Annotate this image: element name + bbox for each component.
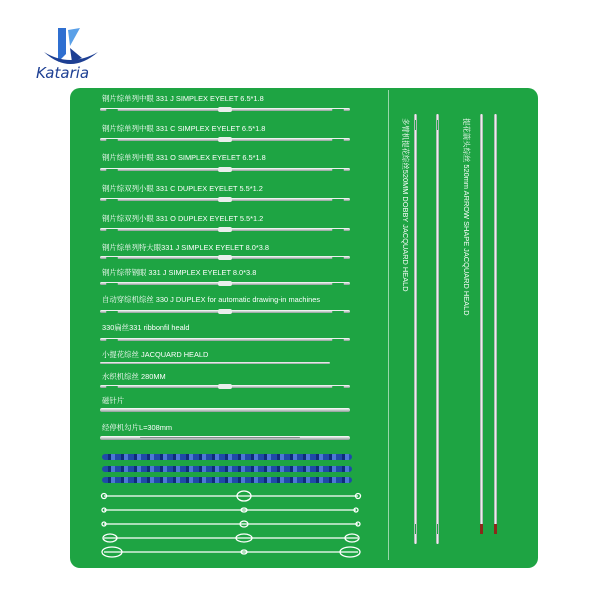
heald-needle — [100, 310, 350, 313]
heald-needle — [100, 256, 350, 259]
jacquard-heald — [100, 362, 330, 364]
dobby-heald-label: 多臂机提花综丝520MM DOBBY JACQUARD HEALD — [401, 118, 410, 292]
heald-needle — [100, 138, 350, 141]
item-label-7: 钢片综带钢眼 331 J SIMPLEX EYELET 8.0*3.8 — [102, 268, 257, 277]
ribbonfil-heald — [100, 338, 350, 341]
arrow-heald-label: 提花箭头综丝 520mm ARROW SHAPE JACQUARD HEALD — [462, 118, 471, 316]
heald-needle — [100, 282, 350, 285]
drop-wire-strip — [100, 436, 350, 440]
arrow-heald-rod — [494, 114, 497, 534]
heald-needle — [100, 108, 350, 111]
heald-needle — [100, 168, 350, 171]
item-label-11: 水织机综丝 280MM — [102, 372, 166, 381]
blue-drop-wire — [102, 454, 352, 460]
item-label-9: 330扁丝331 ribbonfil heald — [102, 323, 190, 332]
item-label-4: 钢片综双列小眼 331 C DUPLEX EYELET 5.5*1.2 — [102, 184, 263, 193]
item-label-13: 经停机勾片L=308mm — [102, 423, 173, 432]
brand-name: Kataria — [36, 64, 90, 82]
item-label-6: 钢片综单列特大眼331 J SIMPLEX EYELET 8.0*3.8 — [102, 243, 270, 252]
magnetic-needle-strip — [100, 408, 350, 412]
item-label-12: 磁针片 — [102, 396, 125, 405]
item-label-2: 钢片综单列中眼 331 C SIMPLEX EYELET 6.5*1.8 — [102, 124, 266, 133]
dobby-heald-rod — [414, 114, 417, 544]
item-label-1: 钢片综单列中眼 331 J SIMPLEX EYELET 6.5*1.8 — [102, 94, 264, 103]
water-jet-heald — [100, 385, 350, 388]
heald-needle — [100, 198, 350, 201]
blue-drop-wire — [102, 466, 352, 472]
item-label-5: 钢片综双列小眼 331 O DUPLEX EYELET 5.5*1.2 — [102, 214, 264, 223]
product-board — [70, 88, 538, 568]
board-divider — [388, 90, 389, 560]
blue-drop-wire — [102, 477, 352, 483]
dobby-heald-rod — [436, 114, 439, 544]
item-label-10: 小提花综丝 JACQUARD HEALD — [102, 350, 209, 359]
heald-needle — [100, 228, 350, 231]
arrow-heald-rod — [480, 114, 483, 534]
wire-healds — [100, 486, 370, 562]
item-label-8: 自动穿综机综丝 330 J DUPLEX for automatic drawing-in machines — [102, 295, 321, 304]
item-label-3: 钢片综单列中眼 331 O SIMPLEX EYELET 6.5*1.8 — [102, 153, 266, 162]
